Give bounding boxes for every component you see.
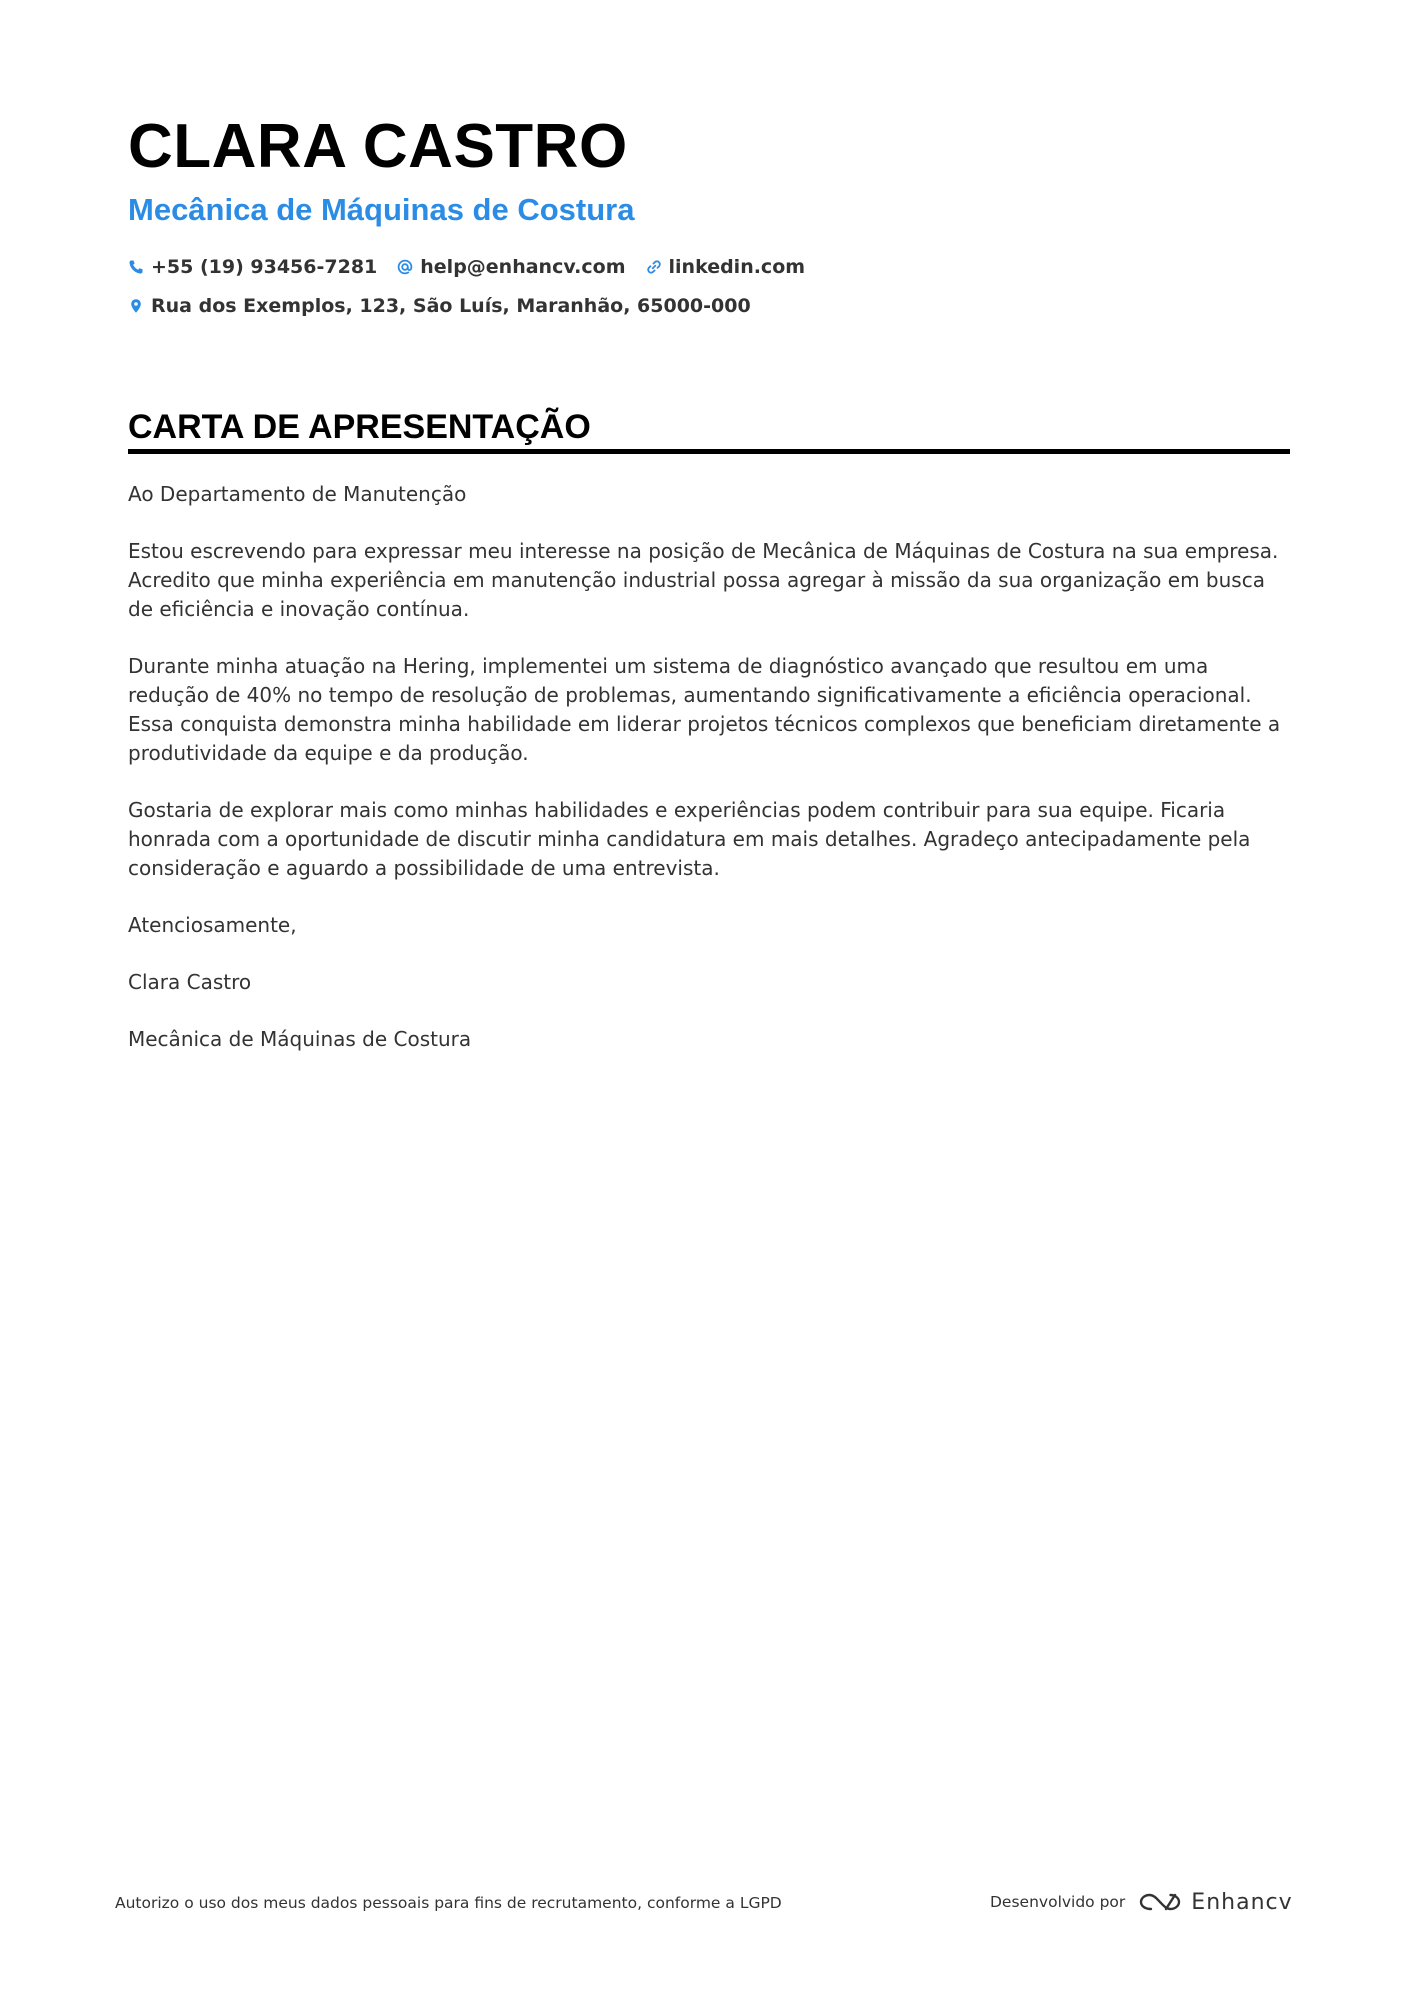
letter-salutation: Ao Departamento de Manutenção	[128, 482, 467, 506]
email-text[interactable]: help@enhancv.com	[420, 256, 626, 278]
signature-role: Mecânica de Máquinas de Costura	[128, 1027, 472, 1051]
section-title: CARTA DE APRESENTAÇÃO	[128, 408, 591, 446]
address-row	[128, 292, 751, 320]
link-icon	[646, 258, 662, 276]
candidate-role: Mecânica de Máquinas de Costura	[128, 192, 635, 227]
letter-closing: Atenciosamente,	[128, 913, 297, 937]
letter-body	[128, 480, 1293, 1082]
contact-linkedin	[646, 256, 806, 278]
section-divider	[128, 449, 1290, 454]
contact-row	[128, 253, 805, 281]
address-text: Rua dos Exemplos, 123, São Luís, Maranhão, 65000-000	[151, 295, 751, 317]
enhancv-logo-icon	[1137, 1889, 1183, 1915]
footer-brand[interactable]	[990, 1886, 1293, 1918]
enhancv-logo	[1137, 1889, 1292, 1915]
powered-by-text: Desenvolvido por	[990, 1893, 1126, 1911]
contact-phone	[128, 256, 377, 278]
linkedin-text[interactable]: linkedin.com	[668, 256, 806, 278]
candidate-name: CLARA CASTRO	[128, 112, 628, 181]
brand-name: Enhancv	[1191, 1889, 1293, 1915]
signature-name: Clara Castro	[128, 970, 252, 994]
footer-consent: Autorizo o uso dos meus dados pessoais para fins de recrutamento, conforme a LGPD	[115, 1894, 782, 1912]
location-pin-icon	[128, 297, 144, 315]
phone-icon	[128, 258, 144, 276]
contact-address	[128, 295, 751, 317]
at-icon	[397, 258, 413, 276]
letter-paragraph: Gostaria de explorar mais como minhas habilidades e experiências podem contribuir para sua equipe. Ficaria honrada com a oportunidade de discutir minha candidatura em mais detalhes. Agradeço antecipadamente pela consideração e aguardo a possibilidade de uma entrevista.	[128, 798, 1251, 880]
letter-paragraph: Durante minha atuação na Hering, implementei um sistema de diagnóstico avançado que resultou em uma redução de 40% no tempo de resolução de problemas, aumentando significativamente a eficiência operacional. Essa conquista demonstra minha habilidade em liderar projetos técnicos complexos que beneficiam diretamente a produtividade da equipe e da produção.	[128, 654, 1281, 765]
phone-text[interactable]: +55 (19) 93456-7281	[151, 256, 378, 278]
contact-email	[397, 256, 625, 278]
letter-paragraph: Estou escrevendo para expressar meu interesse na posição de Mecânica de Máquinas de Costura na sua empresa. Acredito que minha experiência em manutenção industrial possa agregar à missão da sua organização em busca de eficiência e inovação contínua.	[128, 539, 1279, 621]
